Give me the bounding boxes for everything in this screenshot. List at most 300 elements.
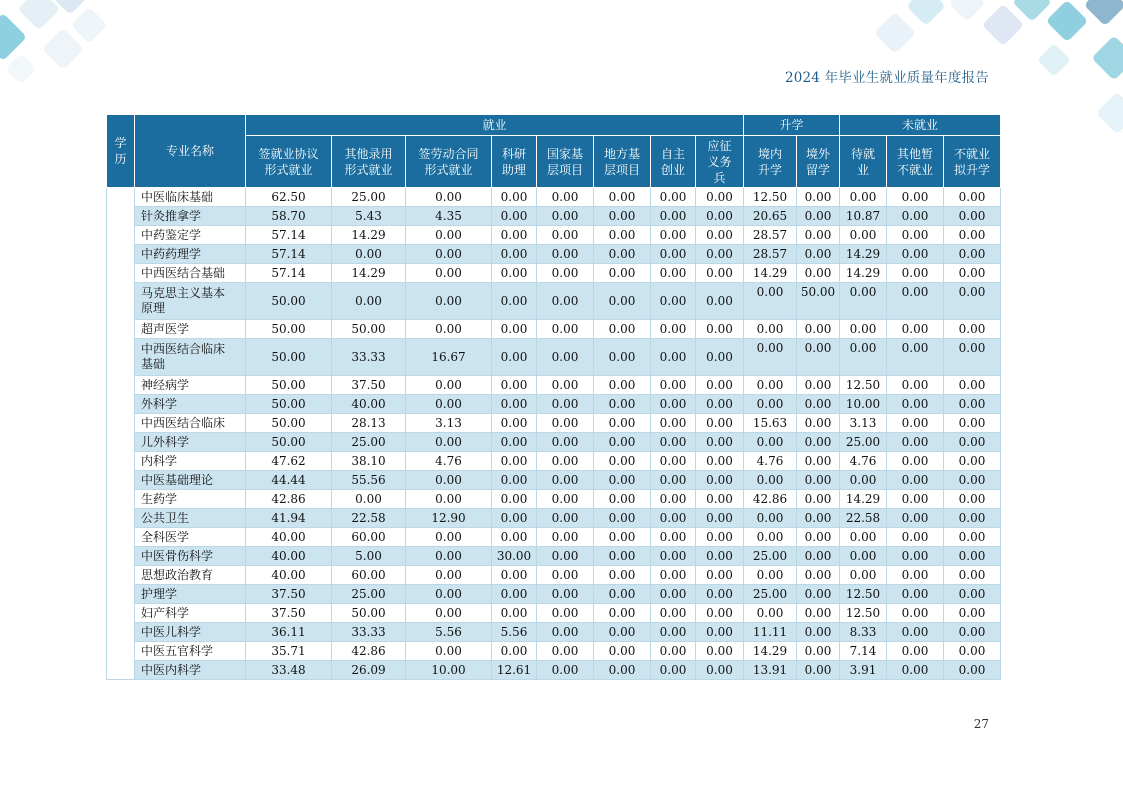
value-cell: 0.00 bbox=[944, 471, 1001, 490]
value-cell: 12.61 bbox=[492, 661, 537, 680]
value-cell: 0.00 bbox=[492, 642, 537, 661]
major-name-cell bbox=[135, 490, 246, 509]
value-cell: 0.00 bbox=[406, 320, 492, 339]
value-cell: 37.50 bbox=[246, 604, 332, 623]
table-row bbox=[107, 471, 1001, 490]
text-line: 助理 bbox=[501, 162, 526, 177]
value-cell: 41.94 bbox=[246, 509, 332, 528]
value-cell: 50.00 bbox=[246, 339, 332, 376]
column-header bbox=[246, 136, 332, 188]
major-name-cell bbox=[135, 339, 246, 376]
text-line: 中医五官科学 bbox=[141, 643, 214, 658]
text-line: 中西医结合临床 bbox=[141, 342, 226, 356]
value-cell: 0.00 bbox=[594, 528, 651, 547]
table-row bbox=[107, 509, 1001, 528]
value-cell: 0.00 bbox=[944, 547, 1001, 566]
value-cell: 0.00 bbox=[944, 642, 1001, 661]
table-row bbox=[107, 585, 1001, 604]
text-line: 基础 bbox=[141, 357, 166, 371]
value-cell: 0.00 bbox=[944, 509, 1001, 528]
value-cell: 0.00 bbox=[797, 585, 840, 604]
value-cell: 0.00 bbox=[651, 376, 696, 395]
value-cell: 33.33 bbox=[332, 623, 406, 642]
table-row bbox=[107, 490, 1001, 509]
value-cell: 0.00 bbox=[744, 528, 797, 547]
value-cell: 0.00 bbox=[492, 376, 537, 395]
value-cell: 14.29 bbox=[840, 264, 887, 283]
value-cell: 0.00 bbox=[696, 490, 744, 509]
value-cell: 0.00 bbox=[887, 509, 944, 528]
table-row bbox=[107, 642, 1001, 661]
value-cell: 57.14 bbox=[246, 226, 332, 245]
text-line: 形式就业 bbox=[344, 162, 393, 177]
text-line: 业 bbox=[856, 162, 869, 177]
table-row bbox=[107, 339, 1001, 376]
value-cell: 0.00 bbox=[594, 376, 651, 395]
xueli-cell bbox=[107, 188, 135, 680]
value-cell: 0.00 bbox=[537, 566, 594, 585]
text-line: 妇产科学 bbox=[141, 605, 190, 620]
value-cell: 5.00 bbox=[332, 547, 406, 566]
table-row bbox=[107, 283, 1001, 320]
value-cell: 50.00 bbox=[332, 320, 406, 339]
value-cell: 0.00 bbox=[744, 433, 797, 452]
text-line: 升学 bbox=[757, 162, 782, 177]
employment-table bbox=[106, 114, 1001, 680]
major-name-cell bbox=[135, 414, 246, 433]
text-line: 兵 bbox=[713, 170, 726, 185]
value-cell: 13.91 bbox=[744, 661, 797, 680]
value-cell: 0.00 bbox=[696, 452, 744, 471]
header-xueli bbox=[107, 115, 135, 188]
value-cell: 8.33 bbox=[840, 623, 887, 642]
major-name-cell bbox=[135, 395, 246, 414]
value-cell: 0.00 bbox=[744, 376, 797, 395]
value-cell: 0.00 bbox=[887, 283, 944, 320]
value-cell: 38.10 bbox=[332, 452, 406, 471]
value-cell: 0.00 bbox=[651, 226, 696, 245]
value-cell: 4.35 bbox=[406, 207, 492, 226]
value-cell: 0.00 bbox=[944, 528, 1001, 547]
table-row bbox=[107, 528, 1001, 547]
value-cell: 57.14 bbox=[246, 264, 332, 283]
value-cell: 0.00 bbox=[696, 320, 744, 339]
value-cell: 0.00 bbox=[887, 566, 944, 585]
major-name-cell bbox=[135, 376, 246, 395]
value-cell: 37.50 bbox=[332, 376, 406, 395]
value-cell: 0.00 bbox=[594, 642, 651, 661]
value-cell: 0.00 bbox=[492, 339, 537, 376]
value-cell: 40.00 bbox=[246, 566, 332, 585]
text-line: 自主 bbox=[660, 146, 685, 161]
value-cell: 0.00 bbox=[744, 509, 797, 528]
text-line: 思想政治教育 bbox=[141, 567, 214, 582]
table-row bbox=[107, 661, 1001, 680]
value-cell: 0.00 bbox=[797, 528, 840, 547]
major-name-cell bbox=[135, 566, 246, 585]
value-cell: 0.00 bbox=[492, 188, 537, 207]
value-cell: 0.00 bbox=[537, 661, 594, 680]
text-line: 中医基础理论 bbox=[141, 472, 214, 487]
value-cell: 0.00 bbox=[537, 376, 594, 395]
major-name-cell bbox=[135, 433, 246, 452]
value-cell: 0.00 bbox=[944, 245, 1001, 264]
value-cell: 0.00 bbox=[537, 226, 594, 245]
value-cell: 0.00 bbox=[492, 283, 537, 320]
value-cell: 0.00 bbox=[696, 414, 744, 433]
column-header bbox=[744, 136, 797, 188]
text-line: 中医内科学 bbox=[141, 662, 202, 677]
table-row bbox=[107, 207, 1001, 226]
value-cell: 12.50 bbox=[744, 188, 797, 207]
value-cell: 3.13 bbox=[840, 414, 887, 433]
value-cell: 16.67 bbox=[406, 339, 492, 376]
column-header bbox=[594, 136, 651, 188]
value-cell: 0.00 bbox=[696, 188, 744, 207]
value-cell: 10.00 bbox=[840, 395, 887, 414]
value-cell: 4.76 bbox=[744, 452, 797, 471]
value-cell: 0.00 bbox=[492, 395, 537, 414]
major-name-cell bbox=[135, 320, 246, 339]
value-cell: 0.00 bbox=[492, 264, 537, 283]
value-cell: 0.00 bbox=[651, 452, 696, 471]
value-cell: 0.00 bbox=[594, 395, 651, 414]
value-cell: 0.00 bbox=[797, 245, 840, 264]
table-row bbox=[107, 395, 1001, 414]
value-cell: 0.00 bbox=[887, 339, 944, 376]
major-name-cell bbox=[135, 283, 246, 320]
value-cell: 0.00 bbox=[944, 226, 1001, 245]
value-cell: 0.00 bbox=[944, 414, 1001, 433]
text-line: 马克思主义基本 bbox=[141, 286, 226, 300]
value-cell: 0.00 bbox=[492, 207, 537, 226]
value-cell: 0.00 bbox=[594, 339, 651, 376]
value-cell: 0.00 bbox=[406, 490, 492, 509]
value-cell: 5.56 bbox=[492, 623, 537, 642]
value-cell: 0.00 bbox=[594, 509, 651, 528]
value-cell: 0.00 bbox=[594, 585, 651, 604]
text-line: 层项目 bbox=[546, 162, 583, 177]
value-cell: 50.00 bbox=[246, 320, 332, 339]
value-cell: 0.00 bbox=[537, 414, 594, 433]
text-line: 签就业协议 bbox=[258, 146, 319, 161]
value-cell: 0.00 bbox=[651, 604, 696, 623]
text-line: 形式就业 bbox=[264, 162, 313, 177]
value-cell: 0.00 bbox=[651, 585, 696, 604]
value-cell: 20.65 bbox=[744, 207, 797, 226]
value-cell: 14.29 bbox=[840, 245, 887, 264]
text-line: 国家基 bbox=[546, 146, 583, 161]
value-cell: 0.00 bbox=[887, 414, 944, 433]
value-cell: 60.00 bbox=[332, 566, 406, 585]
value-cell: 0.00 bbox=[537, 604, 594, 623]
text-line: 内科学 bbox=[141, 453, 178, 468]
value-cell: 0.00 bbox=[797, 642, 840, 661]
text-line: 境内 bbox=[757, 146, 782, 161]
value-cell: 40.00 bbox=[246, 528, 332, 547]
value-cell: 0.00 bbox=[797, 490, 840, 509]
value-cell: 0.00 bbox=[887, 188, 944, 207]
value-cell: 33.33 bbox=[332, 339, 406, 376]
value-cell: 0.00 bbox=[696, 264, 744, 283]
value-cell: 0.00 bbox=[406, 283, 492, 320]
table-row bbox=[107, 604, 1001, 623]
header-further-study: 升学 bbox=[744, 115, 840, 136]
value-cell: 25.00 bbox=[840, 433, 887, 452]
text-line: 境外 bbox=[805, 146, 830, 161]
column-header bbox=[406, 136, 492, 188]
value-cell: 0.00 bbox=[696, 433, 744, 452]
value-cell: 0.00 bbox=[651, 395, 696, 414]
column-header bbox=[797, 136, 840, 188]
value-cell: 0.00 bbox=[406, 376, 492, 395]
value-cell: 50.00 bbox=[332, 604, 406, 623]
value-cell: 0.00 bbox=[651, 642, 696, 661]
value-cell: 50.00 bbox=[797, 283, 840, 320]
text-line: 科研 bbox=[501, 146, 526, 161]
value-cell: 0.00 bbox=[887, 207, 944, 226]
value-cell: 12.50 bbox=[840, 585, 887, 604]
major-name-cell bbox=[135, 585, 246, 604]
value-cell: 0.00 bbox=[744, 471, 797, 490]
value-cell: 42.86 bbox=[332, 642, 406, 661]
value-cell: 0.00 bbox=[944, 585, 1001, 604]
value-cell: 0.00 bbox=[594, 433, 651, 452]
value-cell: 0.00 bbox=[492, 245, 537, 264]
value-cell: 0.00 bbox=[840, 339, 887, 376]
value-cell: 0.00 bbox=[537, 395, 594, 414]
value-cell: 47.62 bbox=[246, 452, 332, 471]
text-line: 全科医学 bbox=[141, 529, 190, 544]
text-line: 超声医学 bbox=[141, 321, 190, 336]
value-cell: 0.00 bbox=[594, 547, 651, 566]
major-name-cell bbox=[135, 509, 246, 528]
table-row bbox=[107, 226, 1001, 245]
value-cell: 50.00 bbox=[246, 395, 332, 414]
value-cell: 0.00 bbox=[332, 283, 406, 320]
value-cell: 0.00 bbox=[696, 623, 744, 642]
value-cell: 0.00 bbox=[840, 283, 887, 320]
value-cell: 50.00 bbox=[246, 433, 332, 452]
table-row bbox=[107, 623, 1001, 642]
value-cell: 0.00 bbox=[537, 547, 594, 566]
text-line: 签劳动合同 bbox=[418, 146, 479, 161]
major-name-cell bbox=[135, 207, 246, 226]
value-cell: 5.43 bbox=[332, 207, 406, 226]
value-cell: 0.00 bbox=[887, 264, 944, 283]
value-cell: 0.00 bbox=[887, 604, 944, 623]
value-cell: 0.00 bbox=[696, 547, 744, 566]
table-row bbox=[107, 433, 1001, 452]
text-line: 儿外科学 bbox=[141, 434, 190, 449]
value-cell: 0.00 bbox=[406, 585, 492, 604]
value-cell: 0.00 bbox=[651, 433, 696, 452]
value-cell: 0.00 bbox=[944, 661, 1001, 680]
value-cell: 33.48 bbox=[246, 661, 332, 680]
major-name-cell bbox=[135, 528, 246, 547]
value-cell: 0.00 bbox=[944, 433, 1001, 452]
value-cell: 0.00 bbox=[594, 604, 651, 623]
value-cell: 0.00 bbox=[594, 320, 651, 339]
value-cell: 0.00 bbox=[594, 566, 651, 585]
value-cell: 0.00 bbox=[537, 207, 594, 226]
major-name-cell bbox=[135, 623, 246, 642]
major-name-cell bbox=[135, 604, 246, 623]
value-cell: 22.58 bbox=[332, 509, 406, 528]
text-line: 层项目 bbox=[603, 162, 640, 177]
value-cell: 4.76 bbox=[406, 452, 492, 471]
value-cell: 0.00 bbox=[594, 623, 651, 642]
value-cell: 0.00 bbox=[594, 264, 651, 283]
value-cell: 0.00 bbox=[406, 471, 492, 490]
text-line: 外科学 bbox=[141, 396, 178, 411]
major-name-cell bbox=[135, 226, 246, 245]
value-cell: 50.00 bbox=[246, 376, 332, 395]
value-cell: 0.00 bbox=[651, 528, 696, 547]
text-line: 形式就业 bbox=[424, 162, 473, 177]
value-cell: 0.00 bbox=[537, 188, 594, 207]
text-line: 中药鉴定学 bbox=[141, 227, 202, 242]
report-title: 2024 年毕业生就业质量年度报告 bbox=[784, 70, 989, 86]
value-cell: 0.00 bbox=[797, 339, 840, 376]
header-major-name: 专业名称 bbox=[135, 115, 246, 188]
value-cell: 0.00 bbox=[594, 283, 651, 320]
value-cell: 12.90 bbox=[406, 509, 492, 528]
value-cell: 25.00 bbox=[332, 188, 406, 207]
value-cell: 0.00 bbox=[492, 471, 537, 490]
table-row bbox=[107, 188, 1001, 207]
value-cell: 0.00 bbox=[797, 547, 840, 566]
value-cell: 37.50 bbox=[246, 585, 332, 604]
column-header bbox=[332, 136, 406, 188]
value-cell: 0.00 bbox=[651, 188, 696, 207]
text-line: 中医儿科学 bbox=[141, 624, 202, 639]
value-cell: 0.00 bbox=[744, 604, 797, 623]
value-cell: 0.00 bbox=[537, 320, 594, 339]
value-cell: 50.00 bbox=[246, 283, 332, 320]
table-row bbox=[107, 376, 1001, 395]
value-cell: 0.00 bbox=[696, 471, 744, 490]
value-cell: 0.00 bbox=[594, 226, 651, 245]
text-line: 中西医结合基础 bbox=[141, 265, 226, 280]
value-cell: 0.00 bbox=[696, 395, 744, 414]
value-cell: 0.00 bbox=[797, 452, 840, 471]
value-cell: 0.00 bbox=[492, 433, 537, 452]
text-line: 留学 bbox=[805, 162, 830, 177]
value-cell: 0.00 bbox=[887, 661, 944, 680]
value-cell: 42.86 bbox=[744, 490, 797, 509]
text-line: 学 bbox=[114, 136, 127, 150]
value-cell: 0.00 bbox=[887, 623, 944, 642]
value-cell: 0.00 bbox=[887, 547, 944, 566]
value-cell: 0.00 bbox=[944, 207, 1001, 226]
value-cell: 0.00 bbox=[594, 188, 651, 207]
value-cell: 0.00 bbox=[594, 490, 651, 509]
table-row bbox=[107, 547, 1001, 566]
value-cell: 0.00 bbox=[406, 433, 492, 452]
value-cell: 0.00 bbox=[406, 188, 492, 207]
value-cell: 0.00 bbox=[944, 376, 1001, 395]
major-name-cell bbox=[135, 642, 246, 661]
value-cell: 0.00 bbox=[744, 320, 797, 339]
value-cell: 0.00 bbox=[696, 376, 744, 395]
value-cell: 4.76 bbox=[840, 452, 887, 471]
text-line: 历 bbox=[114, 152, 127, 166]
value-cell: 0.00 bbox=[797, 604, 840, 623]
value-cell: 14.29 bbox=[744, 264, 797, 283]
value-cell: 0.00 bbox=[696, 566, 744, 585]
value-cell: 0.00 bbox=[744, 566, 797, 585]
column-header bbox=[537, 136, 594, 188]
value-cell: 0.00 bbox=[406, 245, 492, 264]
value-cell: 50.00 bbox=[246, 414, 332, 433]
value-cell: 25.00 bbox=[332, 433, 406, 452]
value-cell: 0.00 bbox=[696, 642, 744, 661]
table-row bbox=[107, 566, 1001, 585]
value-cell: 0.00 bbox=[696, 283, 744, 320]
value-cell: 0.00 bbox=[594, 471, 651, 490]
value-cell: 0.00 bbox=[492, 509, 537, 528]
value-cell: 0.00 bbox=[840, 566, 887, 585]
value-cell: 0.00 bbox=[696, 661, 744, 680]
value-cell: 0.00 bbox=[840, 471, 887, 490]
value-cell: 0.00 bbox=[651, 339, 696, 376]
table-row bbox=[107, 320, 1001, 339]
value-cell: 0.00 bbox=[696, 245, 744, 264]
page-number: 27 bbox=[973, 717, 989, 731]
value-cell: 11.11 bbox=[744, 623, 797, 642]
value-cell: 0.00 bbox=[887, 245, 944, 264]
value-cell: 3.91 bbox=[840, 661, 887, 680]
value-cell: 0.00 bbox=[797, 395, 840, 414]
text-line: 应征 bbox=[707, 138, 732, 153]
value-cell: 14.29 bbox=[840, 490, 887, 509]
value-cell: 0.00 bbox=[651, 490, 696, 509]
value-cell: 12.50 bbox=[840, 604, 887, 623]
value-cell: 0.00 bbox=[594, 245, 651, 264]
value-cell: 0.00 bbox=[492, 585, 537, 604]
value-cell: 0.00 bbox=[744, 339, 797, 376]
value-cell: 0.00 bbox=[651, 547, 696, 566]
value-cell: 0.00 bbox=[406, 642, 492, 661]
value-cell: 0.00 bbox=[887, 585, 944, 604]
value-cell: 0.00 bbox=[406, 547, 492, 566]
value-cell: 28.57 bbox=[744, 226, 797, 245]
value-cell: 0.00 bbox=[406, 604, 492, 623]
major-name-cell bbox=[135, 547, 246, 566]
value-cell: 0.00 bbox=[797, 264, 840, 283]
value-cell: 0.00 bbox=[887, 376, 944, 395]
text-line: 中医临床基础 bbox=[141, 189, 214, 204]
major-name-cell bbox=[135, 188, 246, 207]
text-line: 中药药理学 bbox=[141, 246, 202, 261]
value-cell: 0.00 bbox=[797, 623, 840, 642]
value-cell: 0.00 bbox=[537, 452, 594, 471]
value-cell: 14.29 bbox=[332, 264, 406, 283]
value-cell: 0.00 bbox=[840, 226, 887, 245]
value-cell: 0.00 bbox=[944, 623, 1001, 642]
value-cell: 25.00 bbox=[332, 585, 406, 604]
table-row bbox=[107, 414, 1001, 433]
value-cell: 0.00 bbox=[537, 490, 594, 509]
column-header bbox=[840, 136, 887, 188]
value-cell: 0.00 bbox=[887, 452, 944, 471]
value-cell: 0.00 bbox=[651, 509, 696, 528]
value-cell: 0.00 bbox=[797, 661, 840, 680]
value-cell: 10.87 bbox=[840, 207, 887, 226]
value-cell: 60.00 bbox=[332, 528, 406, 547]
value-cell: 0.00 bbox=[797, 566, 840, 585]
